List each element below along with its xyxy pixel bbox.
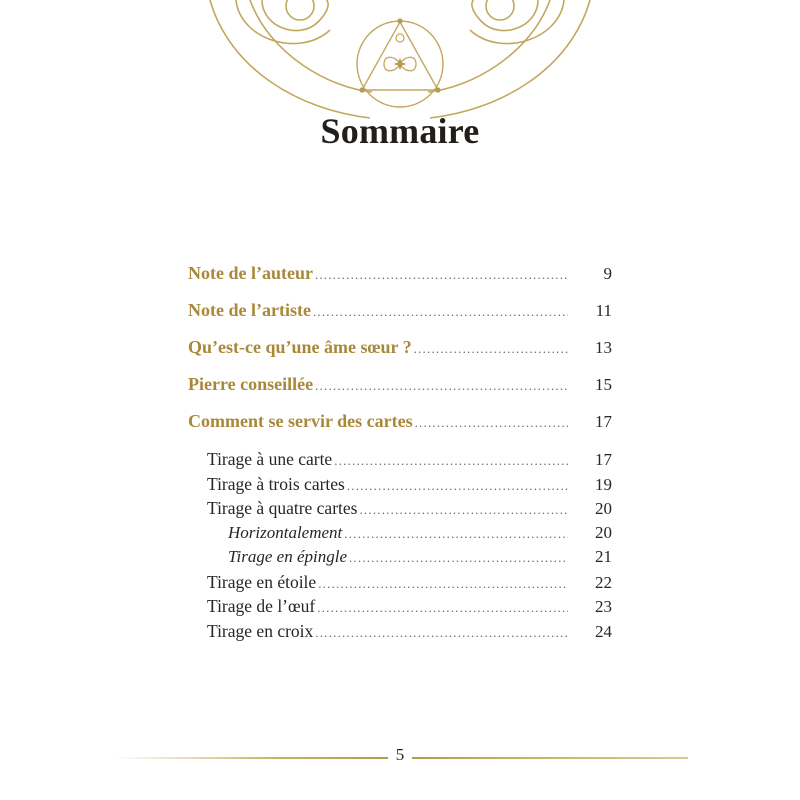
toc-leader-dots bbox=[347, 474, 568, 499]
toc-entry[interactable] bbox=[188, 369, 612, 406]
toc-leader-dots bbox=[344, 522, 568, 547]
toc-leader-dots bbox=[315, 621, 568, 646]
toc-entry[interactable] bbox=[188, 406, 612, 443]
toc-subsubentry[interactable] bbox=[188, 545, 612, 570]
toc-subsubentry[interactable] bbox=[188, 521, 612, 546]
toc-subentry-page: 20 bbox=[595, 499, 612, 518]
toc-subentry-label: Tirage de l’œuf bbox=[207, 596, 316, 616]
toc-entry-label: Note de l’auteur bbox=[188, 263, 313, 283]
toc-subentry-page: 22 bbox=[595, 572, 612, 592]
toc-subentry[interactable] bbox=[188, 570, 612, 595]
toc-entry-label: Qu’est-ce qu’une âme sœur ? bbox=[188, 337, 412, 357]
toc-subentry-page: 23 bbox=[595, 597, 612, 616]
toc-entry-label: Note de l’artiste bbox=[188, 300, 311, 320]
toc-entry[interactable] bbox=[188, 258, 612, 295]
toc-entry-page: 17 bbox=[595, 412, 612, 431]
footer-rule-left bbox=[112, 757, 388, 759]
toc-subentry-label: Tirage à quatre cartes bbox=[207, 498, 358, 518]
toc-entry-page: 11 bbox=[595, 301, 612, 320]
toc-subentry-label: Tirage à une carte bbox=[207, 449, 333, 469]
toc-leader-dots bbox=[318, 572, 568, 597]
toc-entry-label: Comment se servir des cartes bbox=[188, 411, 413, 431]
toc-subentry-page: 24 bbox=[595, 621, 612, 641]
toc-leader-dots bbox=[315, 371, 568, 401]
toc-subsubentry-label: Tirage en épingle bbox=[228, 547, 347, 566]
toc-entry[interactable] bbox=[188, 332, 612, 369]
toc-subentry[interactable] bbox=[188, 619, 612, 644]
toc-subsubentry-page: 21 bbox=[595, 547, 612, 566]
toc-subentry-page: 17 bbox=[595, 450, 612, 469]
toc-leader-dots bbox=[414, 334, 568, 364]
table-of-contents bbox=[188, 258, 612, 643]
toc-leader-dots bbox=[415, 408, 568, 438]
toc-subentry-page: 19 bbox=[595, 474, 612, 494]
toc-subentry-label: Tirage en étoile bbox=[207, 571, 317, 592]
toc-subentry[interactable] bbox=[188, 594, 612, 619]
toc-leader-dots bbox=[359, 498, 568, 523]
toc-subentry[interactable] bbox=[188, 472, 612, 497]
toc-subentry[interactable] bbox=[188, 496, 612, 521]
page-title: Sommaire bbox=[320, 111, 480, 151]
toc-subentry-label: Tirage à trois cartes bbox=[207, 473, 345, 494]
toc-leader-dots bbox=[315, 260, 568, 290]
toc-entry-label: Pierre conseillée bbox=[188, 374, 314, 394]
toc-leader-dots bbox=[349, 546, 568, 571]
toc-subsubentry-label: Horizontalement bbox=[228, 522, 343, 542]
page-number: 5 bbox=[395, 745, 405, 764]
footer-rule-right bbox=[412, 757, 688, 759]
toc-entry[interactable] bbox=[188, 295, 612, 332]
toc-subentry-label: Tirage en croix bbox=[207, 620, 314, 641]
toc-subsubentry-page: 20 bbox=[595, 522, 612, 542]
toc-leader-dots bbox=[334, 449, 568, 474]
toc-subentry[interactable] bbox=[188, 447, 612, 472]
toc-entry-page: 15 bbox=[595, 375, 612, 394]
toc-leader-dots bbox=[317, 596, 568, 621]
toc-entry-page: 13 bbox=[595, 338, 612, 357]
toc-entry-page: 9 bbox=[603, 264, 612, 283]
toc-leader-dots bbox=[313, 297, 568, 327]
